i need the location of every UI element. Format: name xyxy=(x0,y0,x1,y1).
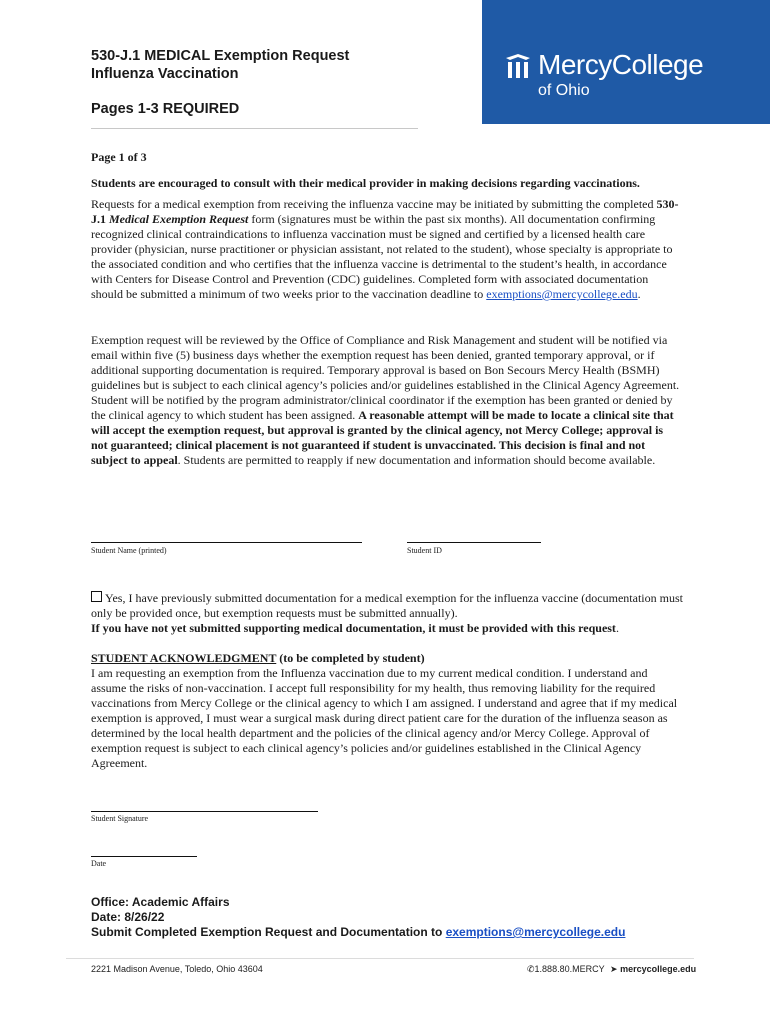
header-divider xyxy=(91,128,418,129)
documentation-note-end: . xyxy=(615,621,619,635)
footer-phone-number: 1.888.80.MERCY xyxy=(534,964,605,974)
para1-text-c: . xyxy=(637,287,641,301)
acknowledgment-heading: STUDENT ACKNOWLEDGMENT xyxy=(91,651,277,665)
previous-submission-checkbox[interactable] xyxy=(91,591,102,602)
documentation-note: If you have not yet submitted supporting medical documentation, it must be provided with this request xyxy=(91,621,616,635)
acknowledgment-text: I am requesting an exemption from the Influenza vaccination due to my current medical condition. I understand and assume the risks of non-vaccination. I accept full responsibility for my health, thus removing liability for the required vaccinations from Mercy College or the clinical agency to which I am assigned. I understand and agree that if my medical exemption is approved, I must wear a surgical mask during direct patient care for the duration of the influenza season as determined by the local health department and the policies of the clinical agency and/or Mercy College. Approval of exemption request is subject to each clinical agency’s policies and/or guidelines established in the Clinical Agency Agreement. xyxy=(91,666,678,770)
logo-subtitle: of Ohio xyxy=(538,82,590,99)
title-line-2: Influenza Vaccination xyxy=(91,66,239,82)
date-label: Date xyxy=(91,859,107,868)
placement-disclaimer: A reasonable attempt will be made to locate a clinical site that will accept the exemption request, but approval is granted by the clinical agency, not Mercy College; approval is not guaranteed; clinical placement is not guaranteed if student is unvaccinated. This decision is final and not subject to appeal xyxy=(91,408,674,467)
exemptions-email-link[interactable]: exemptions@mercycollege.edu xyxy=(486,287,638,301)
cursor-icon: ➤ xyxy=(610,964,618,974)
college-logo xyxy=(482,0,770,124)
logo-name: MercyCollege xyxy=(538,49,704,80)
phone-icon: ✆ xyxy=(527,964,535,974)
date-line: Date: 8/26/22 xyxy=(91,910,165,924)
form-code: 530-J.1 xyxy=(91,197,679,226)
review-process xyxy=(91,333,681,468)
submit-instructions: Submit Completed Exemption Request and Documentation to xyxy=(91,925,446,939)
page-indicator: Page 1 of 3 xyxy=(91,150,147,164)
para2-text-c: . Students are permitted to reapply if new documentation and information should become available. xyxy=(177,453,656,467)
para1-text-a: Requests for a medical exemption from receiving the influenza vaccine may be initiated by submitting the completed xyxy=(91,197,657,211)
office-info xyxy=(91,895,625,940)
footer-website xyxy=(610,964,696,975)
acknowledgment-heading-suffix: (to be completed by student) xyxy=(276,651,425,665)
title-line-1: 530-J.1 MEDICAL Exemption Request xyxy=(91,48,350,64)
student-signature-label: Student Signature xyxy=(91,814,149,823)
pages-required: Pages 1-3 REQUIRED xyxy=(91,101,240,117)
form-name: Medical Exemption Request xyxy=(109,212,249,226)
submit-email-link[interactable]: exemptions@mercycollege.edu xyxy=(445,925,626,939)
footer-phone xyxy=(527,964,605,975)
mercy-logo-icon xyxy=(504,54,532,80)
document-title xyxy=(91,47,349,83)
student-acknowledgment xyxy=(91,651,681,771)
student-name-label: Student Name (printed) xyxy=(91,546,167,555)
previous-submission-text: Yes, I have previously submitted documentation for a medical exemption for the influenza vaccine (documentation must only be provided once, but exemption requests must be submitted annually). xyxy=(91,591,683,620)
footer-website-text: mercycollege.edu xyxy=(620,964,697,974)
student-id-field[interactable] xyxy=(407,542,541,543)
para2-text-a: Exemption request will be reviewed by the Office of Compliance and Risk Management and student will be notified via email within five (5) business days whether the exemption request has been denied, granted temporary approval, or if additional supporting documentation is required. Temporary approval is based on Bon Secours Mercy Health (BSMH) guidelines but is subject to each clinical agency’s policies and/or guidelines established in the Clinical Agency Agreement. Student will be notified by the program administrator/clinical coordinator if the exemption has been granted or denied by the clinical agency to which student has been assigned. xyxy=(91,333,680,422)
office-line: Office: Academic Affairs xyxy=(91,895,230,909)
footer-address: 2221 Madison Avenue, Toledo, Ohio 43604 xyxy=(91,964,263,974)
date-field[interactable] xyxy=(91,856,197,857)
request-instructions xyxy=(91,197,681,302)
student-name-field[interactable] xyxy=(91,542,362,543)
footer-divider xyxy=(66,958,694,959)
student-id-label: Student ID xyxy=(407,546,442,555)
para1-text-b: form (signatures must be within the past six months). All documentation confirming recognized clinical contraindications to influenza vaccination must be signed and certified by a licensed health care provider (physician, nurse practitioner or physician assistant, not related to the student), whose specialty is appropriate to the associated condition and who certifies that the influenza vaccine is detrimental to the student’s health, in accordance with Centers for Disease Control and Prevention (CDC) guidelines. Completed form with associated documentation should be submitted a minimum of two weeks prior to the vaccination deadline to xyxy=(91,212,673,301)
previous-submission-option xyxy=(91,591,691,636)
encouragement-note: Students are encouraged to consult with their medical provider in making decisions regarding vaccinations. xyxy=(91,176,640,190)
student-signature-field[interactable] xyxy=(91,811,318,812)
